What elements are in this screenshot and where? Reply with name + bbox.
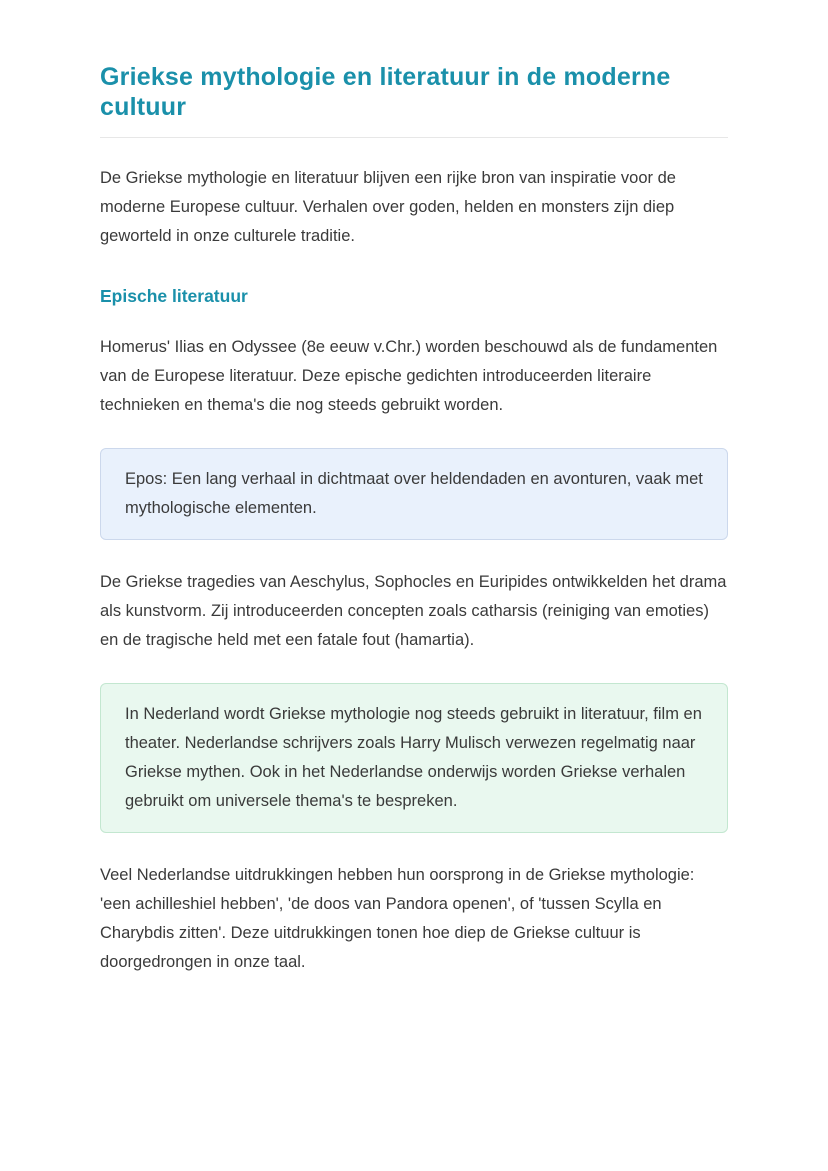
section-heading-epische-literatuur: Epische literatuur (100, 286, 248, 306)
paragraph-uitdrukkingen: Veel Nederlandse uitdrukkingen hebben hun oorsprong in de Griekse mythologie: 'een achilleshiel hebben', 'de doos van Pandora openen', of 'tussen Scylla en Charybdis zitten'. Deze uitdrukkingen tonen hoe diep de Griekse cultuur is doorgedrongen in onze taal. (100, 866, 695, 971)
paragraph-intro: De Griekse mythologie en literatuur blijven een rijke bron van inspiratie voor de moderne Europese cultuur. Verhalen over goden, helden en monsters zijn diep geworteld in onze culturele traditie. (100, 169, 676, 245)
note-box-text: In Nederland wordt Griekse mythologie nog steeds gebruikt in literatuur, film en theater. Nederlandse schrijvers zoals Harry Mulisch verwezen regelmatig naar Griekse mythen. Ook in het Nederlandse onderwijs worden Griekse verhalen gebruikt om universele thema's te bespreken. (125, 705, 702, 810)
definition-box-epos (100, 448, 728, 540)
page-title: Griekse mythologie en literatuur in de moderne cultuur (100, 63, 671, 121)
paragraph-homerus: Homerus' Ilias en Odyssee (8e eeuw v.Chr.) worden beschouwd als de fundamenten van de Europese literatuur. Deze epische gedichten introduceerden literaire technieken en thema's die nog steeds gebruikt worden. (100, 338, 718, 414)
paragraph-tragedies: De Griekse tragedies van Aeschylus, Sophocles en Euripides ontwikkelden het drama als kunstvorm. Zij introduceerden concepten zoals catharsis (reiniging van emoties) en de tragische held met een fatale fout (hamartia). (100, 573, 727, 649)
note-box-nederland (100, 683, 728, 833)
definition-box-text: Epos: Een lang verhaal in dichtmaat over heldendaden en avonturen, vaak met mythologische elementen. (125, 470, 703, 517)
document-content (100, 0, 728, 977)
title-divider (100, 137, 728, 138)
